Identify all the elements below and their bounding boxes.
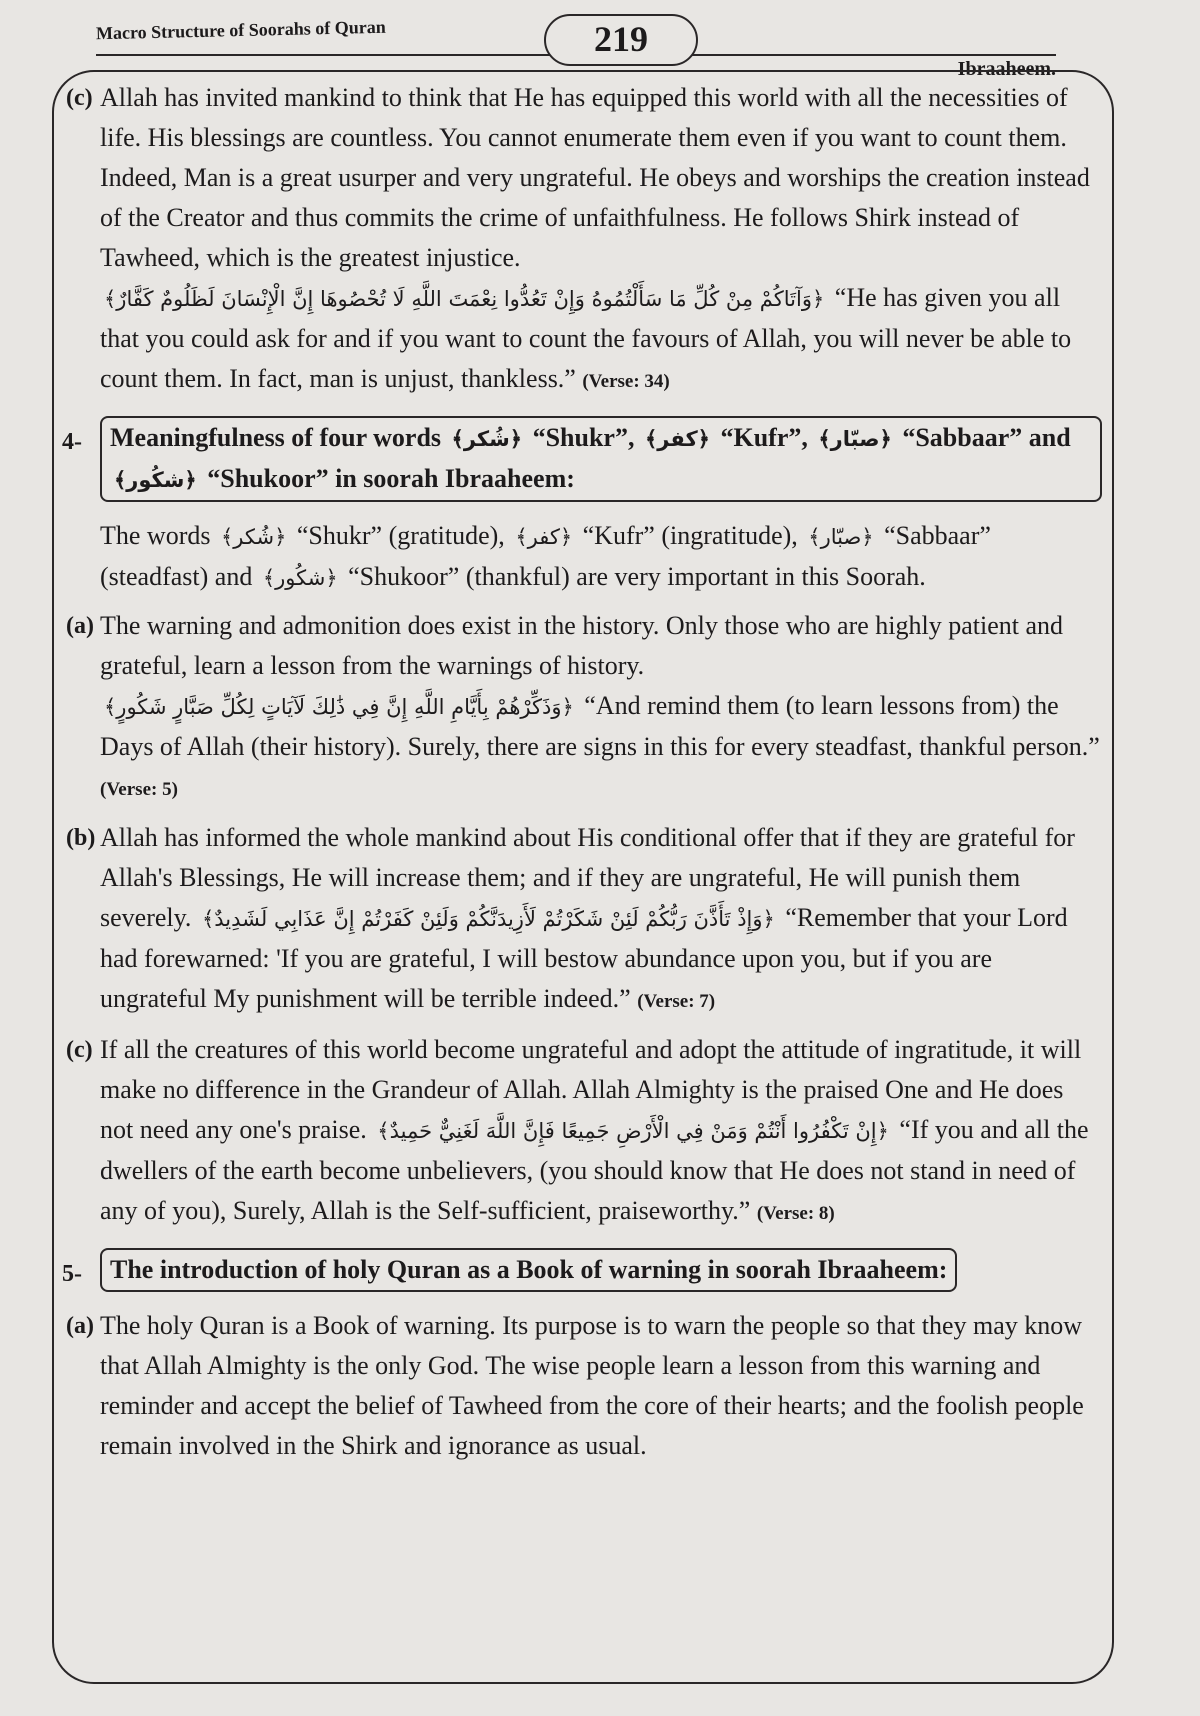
arabic-word-sabbaar: ﴿صبّار﴾ [818,427,892,451]
point-text: If all the creatures of this world become ungrateful and adopt the attitude of ingratitude, it will make no difference in the Grandeur of Allah. Allah Almighty is the praised One and He does not need any one's praise. [100,1035,1082,1144]
point-a-history [66,606,1102,810]
arabic-word-shukoor: ﴿شكُور﴾ [262,566,338,590]
arabic-verse: ﴿وَذَكِّرْهُمْ بِأَيَّامِ اللَّهِ إِنَّ فِي ذَٰلِكَ لَآيَاتٍ لِكُلِّ صَبَّارٍ شَكُورٍ﴾ [104,695,574,719]
arabic-verse: ﴿إِنْ تَكْفُرُوا أَنْتُمْ وَمَنْ فِي الْأَرْضِ جَمِيعًا فَإِنَّ اللَّهَ لَغَنِيٌّ حَمِيدٌ﴾ [377,1119,889,1143]
verse-translation: “He has given you all that you could ask for and if you want to count the favours of Allah, you will never be able to count them. In fact, man is unjust, thankless.” [100,283,1072,393]
verse-reference: (Verse: 7) [637,991,716,1012]
point-c-grandeur [66,1030,1102,1234]
intro-text: “Sabbaar” (steadfast) and [100,521,991,591]
arabic-verse: ﴿وَآتَاكُمْ مِنْ كُلِّ مَا سَأَلْتُمُوهُ وَإِنْ تَعُدُّوا نِعْمَتَ اللَّهِ لَا تُحْصُوهَا إِنَّ الْإِنْسَانَ لَظَلُومٌ كَفَّارٌ﴾ [104,287,825,311]
verse-translation: “And remind them (to learn lessons from) the Days of Allah (their history). Surely, there are signs in this for every steadfast, thankful person.” [100,691,1100,761]
point-text: The holy Quran is a Book of warning. Its purpose is to warn the people so that they may know that Allah Almighty is the only God. The wise people learn a lesson from this warning and reminder and accept the belief of Tawheed from the core of their hearts; and the foolish people remain involved in the Shirk and ignorance as usual. [100,1311,1084,1460]
point-marker: (c) [66,1037,93,1063]
intro-text: “Kufr” (ingratitude), [582,521,798,550]
book-title: Macro Structure of Soorahs of Quran [95,16,386,44]
verse-reference: (Verse: 8) [756,1203,835,1224]
point-marker: (a) [66,1313,94,1339]
page-number: 219 [544,14,698,66]
section-heading-4 [62,416,1102,502]
heading-box: The introduction of holy Quran as a Book of warning in soorah Ibraaheem: [100,1248,957,1292]
intro-text: The words [100,521,211,550]
intro-text: “Shukoor” (thankful) are very important in this Soorah. [348,562,926,591]
point-c-blessings [66,78,1102,402]
page-content [62,78,1102,1474]
arabic-word-shukr: ﴿شُكر﴾ [451,427,523,451]
arabic-word-shukoor: ﴿شكُور﴾ [114,468,197,492]
heading-text: “Sabbaar” and [902,423,1071,452]
point-marker: (b) [66,825,96,851]
heading-box [100,416,1102,502]
point-text: Allah has informed the whole mankind about His conditional offer that if they are grateful for Allah's Blessings, He will increase them; and if they are ungrateful, He will punish them severely. [100,823,1075,932]
verse-reference: (Verse: 34) [582,371,670,392]
section-4-intro [66,516,1102,598]
heading-number: 4- [62,429,82,455]
point-text: The warning and admonition does exist in the history. Only those who are highly patient and grateful, learn a lesson from the warnings of history. [100,611,1064,680]
point-marker: (c) [66,85,93,111]
verse-translation: “Remember that your Lord had forewarned: 'If you are grateful, I will bestow abundance upon you, but if you are ungrateful My punishment will be terrible indeed.” [100,903,1068,1013]
page-header [95,10,1056,80]
arabic-word-sabbaar: ﴿صبّار﴾ [808,525,874,549]
intro-text: “Shukr” (gratitude), [296,521,505,550]
heading-number: 5- [62,1261,82,1287]
heading-text: “Shukr”, [532,423,635,452]
point-a-book-of-warning [66,1306,1102,1466]
heading-text: “Kufr”, [720,423,808,452]
arabic-word-kufr: ﴿كفر﴾ [644,427,710,451]
arabic-verse: ﴿وَإِذْ تَأَذَّنَ رَبُّكُمْ لَئِنْ شَكَرْتُمْ لَأَزِيدَنَّكُمْ وَلَئِنْ كَفَرْتُمْ إِنَّ عَذَابِي لَشَدِيدٌ﴾ [201,907,775,931]
section-heading-5 [62,1248,1102,1292]
verse-reference: (Verse: 5) [100,779,178,800]
heading-text: Meaningfulness of four words [110,423,442,452]
heading-text: “Shukoor” in soorah Ibraaheem: [207,464,575,493]
point-text: Allah has invited mankind to think that He has equipped this world with all the necessities of life. His blessings are countless. You cannot enumerate them even if you want to count them. Indeed, Man is a great usurper and very ungrateful. He obeys and worships the creation instead of the Creator and thus commits the crime of unfaithfulness. He follows Shirk instead of Tawheed, which is the greatest injustice. [100,83,1090,272]
arabic-word-kufr: ﴿كفر﴾ [515,525,573,549]
point-b-conditional-offer [66,818,1102,1022]
point-marker: (a) [66,613,94,639]
surah-name: Ibraaheem. [957,58,1056,80]
verse-translation: “If you and all the dwellers of the earth become unbelievers, (you should know that He does not stand in need of any of you), Surely, Allah is the Self-sufficient, praiseworthy.” [100,1115,1089,1225]
arabic-word-shukr: ﴿شُكر﴾ [220,525,287,549]
